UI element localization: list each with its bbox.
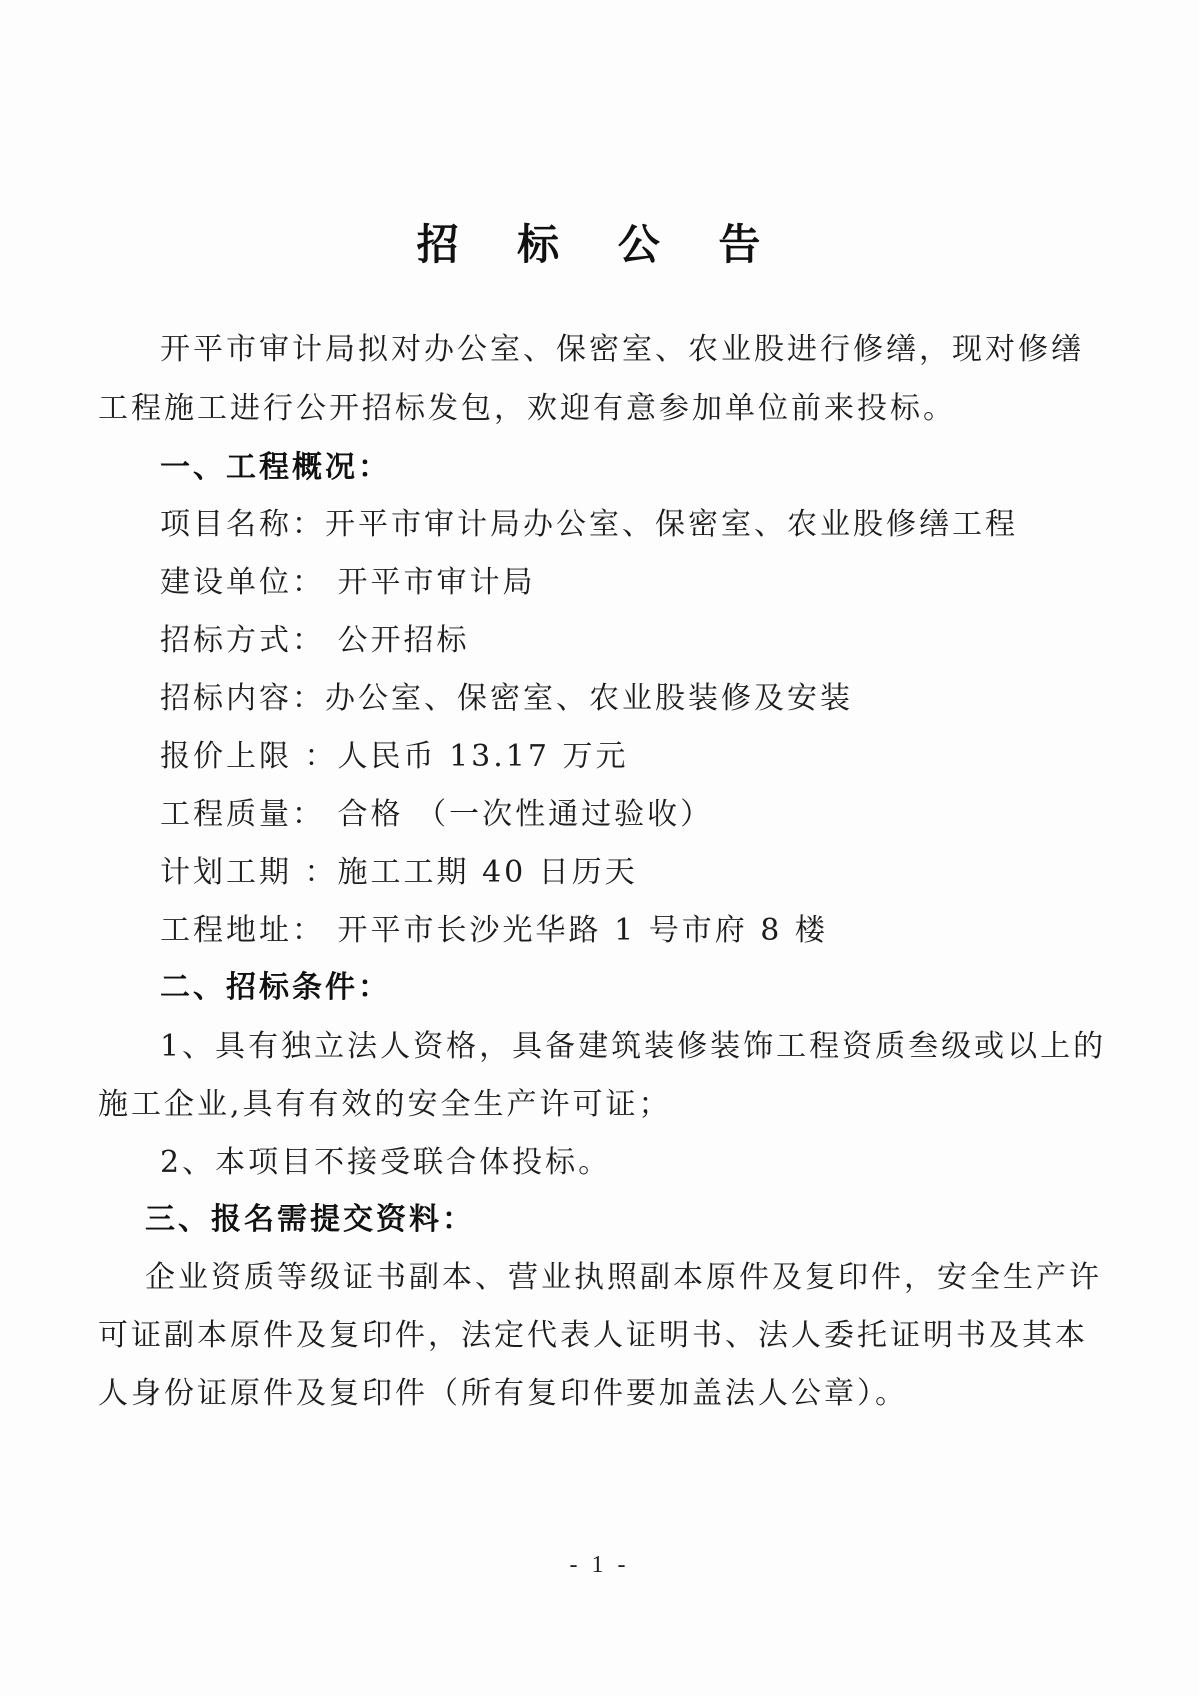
materials-line-2: 可证副本原件及复印件，法定代表人证明书、法人委托证明书及其本	[98, 1318, 1088, 1353]
materials-line-3: 人身份证原件及复印件（所有复印件要加盖法人公章）。	[98, 1376, 908, 1411]
schedule-line: 计划工期 ：施工工期 40 日历天	[160, 855, 638, 890]
condition-1-line-1: 1、具有独立法人资格，具备建筑装修装饰工程资质叁级或以上的	[160, 1029, 1107, 1064]
page-number: - 1 -	[569, 1552, 630, 1578]
section-1-heading: 一、工程概况：	[160, 450, 391, 485]
tender-method-line: 招标方式： 公开招标	[160, 623, 470, 658]
address-line: 工程地址： 开平市长沙光华路 1 号市府 8 楼	[160, 913, 828, 948]
section-3-heading: 三、报名需提交资料：	[145, 1202, 475, 1237]
materials-line-1: 企业资质等级证书副本、营业执照副本原件及复印件，安全生产许	[145, 1260, 1102, 1295]
condition-2-line: 2、本项目不接受联合体投标。	[160, 1145, 612, 1180]
intro-line-2: 工程施工进行公开招标发包，欢迎有意参加单位前来投标。	[98, 391, 956, 426]
document-title: 招 标 公 告	[416, 220, 783, 269]
project-name-line: 项目名称：开平市审计局办公室、保密室、农业股修缮工程	[160, 507, 1018, 542]
intro-line-1: 开平市审计局拟对办公室、保密室、农业股进行修缮，现对修缮	[160, 332, 1084, 367]
builder-line: 建设单位： 开平市审计局	[160, 565, 536, 600]
price-cap-line: 报价上限 ：人民币 13.17 万元	[160, 739, 629, 774]
condition-1-line-2: 施工企业,具有有效的安全生产许可证；	[98, 1087, 672, 1122]
tender-content-line: 招标内容：办公室、保密室、农业股装修及安装	[160, 681, 853, 716]
section-2-heading: 二、招标条件：	[160, 970, 391, 1005]
quality-line: 工程质量： 合格 （一次性通过验收）	[160, 797, 714, 832]
